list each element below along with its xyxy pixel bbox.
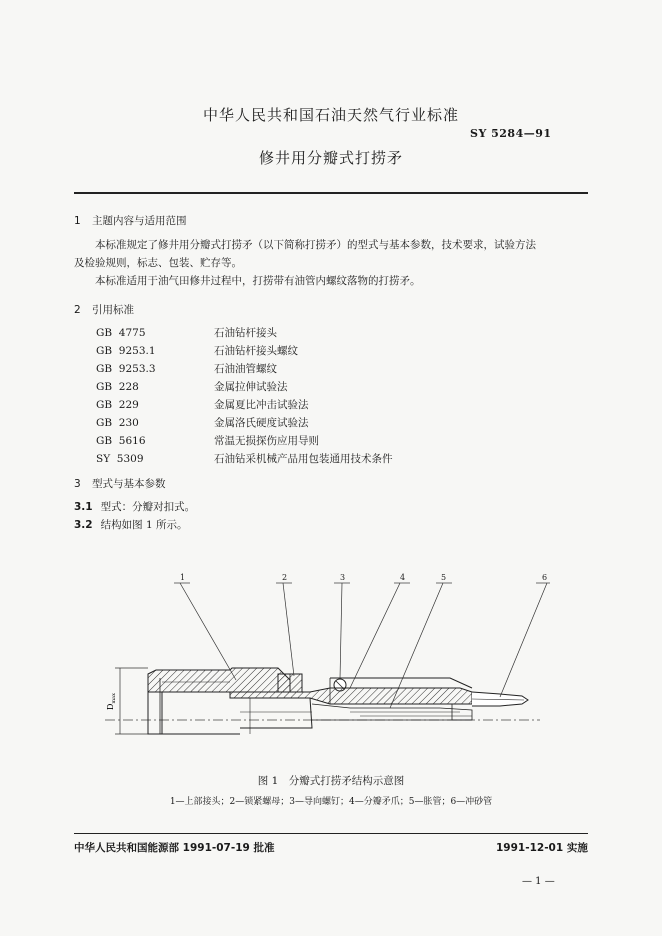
section-1-heading — [74, 213, 187, 228]
clause-3-1-text: 型式：分瓣对扣式。 — [100, 501, 196, 513]
reference-row — [96, 360, 393, 378]
reference-title: 石油油管螺纹 — [214, 363, 277, 375]
callout-2: 2 — [282, 573, 288, 582]
section-2-heading — [74, 302, 134, 317]
clause-3-2-text: 结构如图 1 所示。 — [100, 519, 188, 531]
reference-title: 石油钻采机械产品用包装通用技术条件 — [214, 453, 393, 465]
section-3-heading — [74, 476, 166, 491]
section-1-para1-line2: 及检验规则，标志、包装、贮存等。 — [74, 257, 242, 269]
document-title: 修井用分瓣式打捞矛 — [258, 149, 403, 167]
callout-4: 4 — [400, 573, 406, 582]
section-1-para1-line1: 本标准规定了修井用分瓣式打捞矛（以下简称打捞矛）的型式与基本参数，技术要求，试验方法 — [95, 239, 536, 251]
effective-date: 1991-12-01 实施 — [496, 842, 588, 854]
section-1-paragraph-1 — [74, 236, 588, 272]
reference-row — [96, 342, 393, 360]
reference-code: GB 5616 — [96, 435, 146, 447]
section-1-paragraph-2 — [74, 272, 588, 290]
footer-rule — [74, 833, 588, 834]
reference-code: GB 4775 — [96, 327, 146, 339]
section-2-number: 2 — [74, 304, 81, 316]
callout-5: 5 — [441, 573, 447, 582]
section-1-title: 主题内容与适用范围 — [92, 215, 187, 227]
section-1-number: 1 — [74, 215, 81, 227]
figure-caption: 图 1 分瓣式打捞矛结构示意图 — [257, 775, 405, 787]
reference-code: GB 9253.3 — [96, 363, 156, 375]
reference-title: 金属夏比冲击试验法 — [214, 399, 309, 411]
callout-3: 3 — [340, 573, 346, 582]
reference-title: 常温无损探伤应用导则 — [214, 435, 319, 447]
clause-3-1-number: 3.1 — [74, 501, 93, 513]
section-3-title: 型式与基本参数 — [92, 478, 166, 490]
reference-code: GB 229 — [96, 399, 139, 411]
section-2-title: 引用标准 — [92, 304, 134, 316]
clause-3-2 — [74, 517, 187, 532]
reference-title: 金属洛氏硬度试验法 — [214, 417, 309, 429]
reference-code: GB 228 — [96, 381, 139, 393]
reference-row — [96, 324, 393, 342]
header-rule — [74, 192, 588, 194]
section-3-number: 3 — [74, 478, 81, 490]
figure-legend: 1—上部接头；2—锁紧螺母；3—导向螺钉；4—分瓣矛爪；5—胀管；6—冲砂管 — [169, 797, 493, 807]
upper-sub-section — [148, 668, 290, 692]
callout-1: 1 — [180, 573, 186, 582]
standard-code: SY 5284—91 — [470, 127, 552, 140]
reference-row — [96, 396, 393, 414]
fishing-spear-diagram — [100, 570, 550, 760]
clause-3-1 — [74, 499, 195, 514]
reference-title: 金属拉伸试验法 — [214, 381, 288, 393]
reference-title: 石油钻杆接头螺纹 — [214, 345, 298, 357]
reference-code: GB 9253.1 — [96, 345, 156, 357]
reference-title: 石油钻杆接头 — [214, 327, 277, 339]
callout-6: 6 — [542, 573, 548, 582]
reference-row — [96, 450, 393, 468]
reference-list — [96, 324, 393, 468]
dimension-label: $D_{max}$ — [106, 693, 117, 710]
reference-code: SY 5309 — [96, 453, 144, 465]
reference-row — [96, 414, 393, 432]
section-1-para2: 本标准适用于油气田修井过程中，打捞带有油管内螺纹落物的打捞矛。 — [95, 275, 421, 287]
issuing-organization: 中华人民共和国石油天然气行业标准 — [202, 106, 459, 124]
reference-row — [96, 378, 393, 396]
approval-statement: 中华人民共和国能源部 1991-07-19 批准 — [74, 842, 275, 854]
page-number: — 1 — — [522, 876, 555, 887]
reference-row — [96, 432, 393, 450]
reference-code: GB 230 — [96, 417, 139, 429]
clause-3-2-number: 3.2 — [74, 519, 93, 531]
